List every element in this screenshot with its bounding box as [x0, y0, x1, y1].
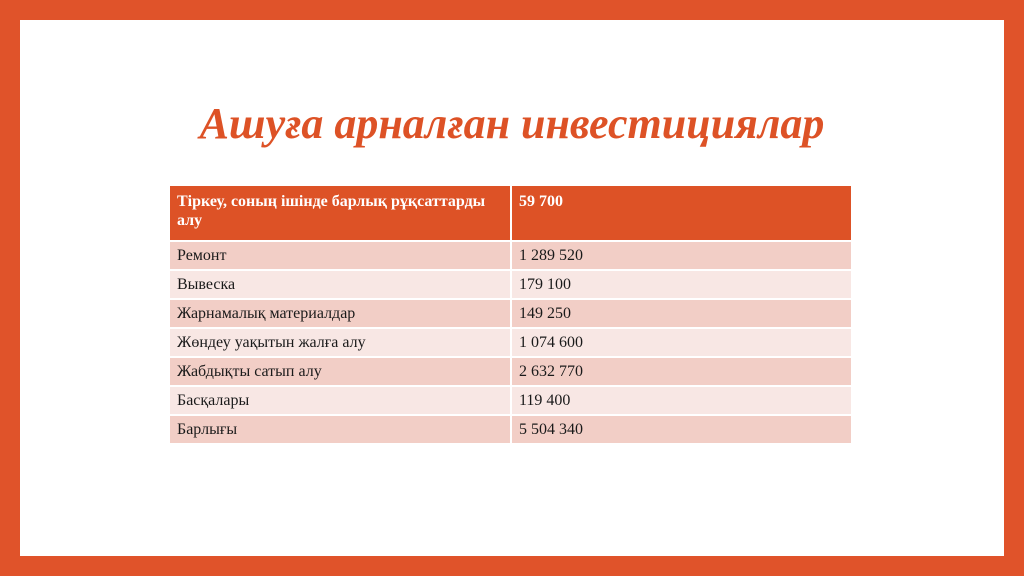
- slide-title: Ашуға арналған инвестициялар: [199, 99, 825, 148]
- table-row-total: [170, 415, 851, 444]
- row-label-cell: Жарнамалық материалдар: [170, 299, 511, 328]
- table-row: [170, 241, 851, 270]
- header-value-cell: 59 700: [511, 186, 851, 241]
- slide: [20, 20, 1004, 556]
- row-value-cell: 179 100: [511, 270, 851, 299]
- row-label-cell: Жабдықты сатып алу: [170, 357, 511, 386]
- investment-table: [170, 186, 851, 445]
- row-label-cell: Ремонт: [170, 241, 511, 270]
- table-row: [170, 328, 851, 357]
- row-value-cell: 1 074 600: [511, 328, 851, 357]
- row-value-cell: 119 400: [511, 386, 851, 415]
- row-label-cell: Басқалары: [170, 386, 511, 415]
- table-row: [170, 299, 851, 328]
- header-label-cell: Тіркеу, соның ішінде барлық рұқсаттарды алу: [170, 186, 511, 241]
- row-label-cell: Жөндеу уақытын жалға алу: [170, 328, 511, 357]
- row-label-cell: Барлығы: [170, 415, 511, 444]
- table-row: [170, 386, 851, 415]
- row-label-cell: Вывеска: [170, 270, 511, 299]
- row-value-cell: 5 504 340: [511, 415, 851, 444]
- table-row: [170, 357, 851, 386]
- row-value-cell: 2 632 770: [511, 357, 851, 386]
- table-header-row: [170, 186, 851, 241]
- table-row: [170, 270, 851, 299]
- row-value-cell: 149 250: [511, 299, 851, 328]
- row-value-cell: 1 289 520: [511, 241, 851, 270]
